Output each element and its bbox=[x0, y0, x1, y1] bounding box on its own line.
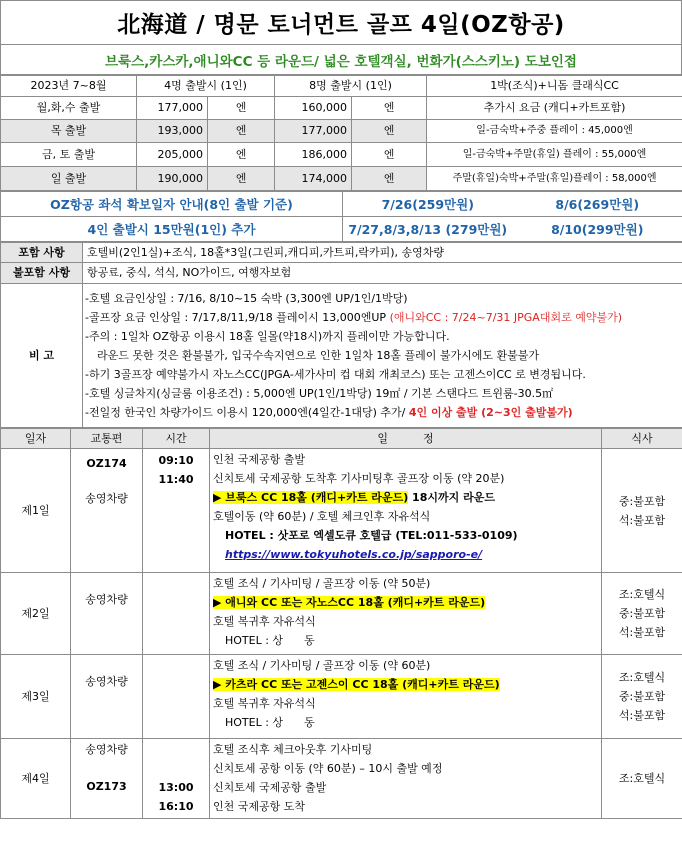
note-line: -호텔 싱글차지(싱글룸 이용조건) : 5,000엔 UP(1인/1박당) 19㎡ / 기본 스탠다드 트윈룸-30.5㎡ bbox=[85, 387, 554, 400]
price-8: 174,000 bbox=[275, 167, 352, 191]
itinerary-line: 인천 국제공항 출발 bbox=[213, 453, 306, 466]
flight-number: OZ173 bbox=[86, 780, 127, 794]
price-header-4: 4명 출발시 (1인) bbox=[137, 76, 275, 97]
exclude-label: 불포함 사항 bbox=[1, 263, 83, 284]
itinerary-line: 신치토세 국제공항 출발 bbox=[213, 781, 327, 794]
day-label: 제1일 bbox=[1, 449, 71, 573]
schedule-header-time: 시간 bbox=[143, 429, 210, 449]
price-unit: 엔 bbox=[208, 120, 275, 143]
price-header-8: 8명 출발시 (1인) bbox=[275, 76, 427, 97]
price-row-day: 금, 토 출발 bbox=[1, 143, 137, 167]
note-line: -호텔 요금인상일 : 7/16, 8/10~15 숙박 (3,300엔 UP/1인/1박당) bbox=[85, 292, 408, 305]
price-4: 190,000 bbox=[137, 167, 208, 191]
itinerary-line: 호텔 조식 / 기사미팅 / 골프장 이동 (약 50분) bbox=[213, 577, 431, 590]
page-title: 北海道 / 명문 토너먼트 골프 4일(OZ항공) bbox=[1, 1, 682, 45]
time-cell bbox=[143, 739, 210, 819]
itinerary-line: 호텔이동 (약 60분) / 호텔 체크인후 자유석식 bbox=[213, 510, 431, 523]
hotel-info: HOTEL : 삿포로 엑셀도큐 호텔급 (TEL:011-533-0109) bbox=[225, 529, 518, 542]
schedule-header-meal: 식사 bbox=[602, 429, 682, 449]
notes-body bbox=[83, 284, 682, 428]
price-4: 193,000 bbox=[137, 120, 208, 143]
vehicle: 송영차량 bbox=[85, 492, 128, 506]
price-info: 주말(휴일)숙박+주말(휴일)플레이 : 58,000엔 bbox=[427, 167, 682, 191]
day-label: 제2일 bbox=[1, 573, 71, 655]
meal-dinner: 석:불포함 bbox=[618, 513, 666, 527]
meal-cell bbox=[602, 573, 682, 655]
price-unit: 엔 bbox=[352, 167, 427, 191]
schedule-header-day: 일자 bbox=[1, 429, 71, 449]
note-line: -주의 : 1일차 OZ항공 이용시 18홀 일몰(약18시)까지 플레이만 가능합니다. bbox=[85, 330, 450, 343]
itinerary-cell bbox=[210, 573, 602, 655]
seat-date: 7/26(259만원) bbox=[343, 192, 513, 217]
itinerary-cell bbox=[210, 655, 602, 739]
golf-round: ▶ 카츠라 CC 또는 고젠스이 CC 18홀 (캐디+카트 라운드) bbox=[213, 678, 500, 691]
time-cell bbox=[143, 655, 210, 739]
price-header-period: 2023년 7~8월 bbox=[1, 76, 137, 97]
meal-breakfast: 조:호텔식 bbox=[618, 771, 666, 785]
meal-dinner: 석:불포함 bbox=[618, 626, 666, 639]
price-header-info: 1박(조식)+니돔 클래식CC bbox=[427, 76, 682, 97]
exclude-text: 항공료, 중식, 석식, NO가이드, 여행자보험 bbox=[83, 263, 682, 284]
meal-cell bbox=[602, 739, 682, 819]
note-warning: 4인 이상 출발 (2~3인 출발불가) bbox=[408, 406, 573, 419]
schedule-header-itinerary: 일 정 bbox=[210, 429, 602, 449]
price-row-day: 일 출발 bbox=[1, 167, 137, 191]
time-cell bbox=[143, 573, 210, 655]
departure-time: 09:10 bbox=[158, 454, 194, 467]
price-table bbox=[0, 75, 682, 191]
header-table bbox=[0, 0, 682, 75]
itinerary-line bbox=[213, 488, 598, 507]
page-subtitle: 브룩스,카스카,애니와CC 등 라운드/ 넓은 호텔객실, 번화가(스스키노) 도보인접 bbox=[1, 45, 682, 75]
day-label: 제4일 bbox=[1, 739, 71, 819]
price-info: 일-금숙박+주말(휴일) 플레이 : 55,000엔 bbox=[427, 143, 682, 167]
transport-cell bbox=[71, 449, 143, 573]
meal-dinner: 석:불포함 bbox=[618, 709, 666, 722]
vehicle: 송영차량 bbox=[71, 655, 143, 739]
price-row-day: 목 출발 bbox=[1, 120, 137, 143]
round-note: 18시까지 라운드 bbox=[408, 491, 495, 504]
seat-info-title: OZ항공 좌석 확보일자 안내(8인 출발 기준) bbox=[1, 192, 343, 217]
conditions-table bbox=[0, 242, 682, 428]
notes-label: 비 고 bbox=[1, 284, 83, 428]
include-text: 호텔비(2인1실)+조식, 18홀*3일(그린피,캐디피,카트피,락카피), 송영차량 bbox=[83, 243, 682, 263]
itinerary-cell bbox=[210, 449, 602, 573]
hotel-url-row bbox=[213, 545, 598, 564]
meal-cell bbox=[602, 655, 682, 739]
price-unit: 엔 bbox=[352, 97, 427, 120]
price-unit: 엔 bbox=[352, 143, 427, 167]
itinerary-line: 호텔 복귀후 자유석식 bbox=[213, 697, 316, 710]
price-unit: 엔 bbox=[352, 120, 427, 143]
price-info: 추가시 요금 (캐디+카트포함) bbox=[427, 97, 682, 120]
itinerary-line: 신치토세 공항 이동 (약 60분) – 10시 출발 예정 bbox=[213, 762, 443, 775]
note-warning: (애니와CC : 7/24~7/31 JPGA대회로 예약불가) bbox=[389, 311, 623, 324]
meal-lunch: 중:불포함 bbox=[618, 494, 666, 508]
golf-round: ▶ 브룩스 CC 18홀 (캐디+카트 라운드) bbox=[213, 491, 409, 504]
schedule-table bbox=[0, 428, 682, 819]
meal-lunch: 중:불포함 bbox=[618, 690, 666, 703]
price-4: 205,000 bbox=[137, 143, 208, 167]
arrival-time: 11:40 bbox=[158, 473, 194, 486]
include-label: 포함 사항 bbox=[1, 243, 83, 263]
golf-round: ▶ 애니와 CC 또는 자노스CC 18홀 (캐디+카트 라운드) bbox=[213, 596, 486, 609]
seat-date: 8/10(299만원) bbox=[513, 217, 682, 242]
itinerary-line bbox=[213, 675, 598, 694]
time-cell bbox=[143, 449, 210, 573]
departure-time: 13:00 bbox=[158, 781, 194, 794]
price-unit: 엔 bbox=[208, 143, 275, 167]
note-text: -골프장 요금 인상일 : 7/17,8/11,9/18 플레이시 13,000엔UP bbox=[85, 311, 390, 324]
itinerary-line: 인천 국제공항 도착 bbox=[213, 800, 306, 813]
price-4: 177,000 bbox=[137, 97, 208, 120]
note-line: 라운드 못한 것은 환불불가, 입국수속지연으로 인한 1일차 18홀 플레이 불가시에도 환불불가 bbox=[97, 349, 539, 362]
vehicle: 송영차량 bbox=[85, 743, 128, 756]
itinerary-line: 호텔 조식 / 기사미팅 / 골프장 이동 (약 60분) bbox=[213, 659, 431, 672]
note-line bbox=[85, 403, 680, 422]
schedule-header-transport: 교통편 bbox=[71, 429, 143, 449]
hotel-link[interactable]: https://www.tokyuhotels.co.jp/sapporo-e/ bbox=[225, 548, 483, 561]
meal-lunch: 중:불포함 bbox=[618, 607, 666, 620]
meal-breakfast: 조:호텔식 bbox=[618, 588, 666, 601]
hotel-info: HOTEL : 상 동 bbox=[225, 634, 315, 647]
itinerary-line: 호텔 복귀후 자유석식 bbox=[213, 615, 316, 628]
price-8: 160,000 bbox=[275, 97, 352, 120]
seat-date: 8/6(269만원) bbox=[513, 192, 682, 217]
itinerary-cell bbox=[210, 739, 602, 819]
meal-cell bbox=[602, 449, 682, 573]
price-unit: 엔 bbox=[208, 167, 275, 191]
hotel-info: HOTEL : 상 동 bbox=[225, 716, 315, 729]
seat-surcharge: 4인 출발시 15만원(1인) 추가 bbox=[1, 217, 343, 242]
transport-cell bbox=[71, 739, 143, 819]
vehicle: 송영차량 bbox=[71, 573, 143, 655]
seat-date: 7/27,8/3,8/13 (279만원) bbox=[343, 217, 513, 242]
price-unit: 엔 bbox=[208, 97, 275, 120]
price-8: 186,000 bbox=[275, 143, 352, 167]
price-info: 일-금숙박+주중 플레이 : 45,000엔 bbox=[427, 120, 682, 143]
seat-table bbox=[0, 191, 682, 242]
arrival-time: 16:10 bbox=[158, 800, 194, 813]
itinerary-line: 호텔 조식후 체크아웃후 기사미팅 bbox=[213, 743, 373, 756]
price-row-day: 월,화,수 출발 bbox=[1, 97, 137, 120]
itinerary-line bbox=[213, 593, 598, 612]
day-label: 제3일 bbox=[1, 655, 71, 739]
meal-breakfast: 조:호텔식 bbox=[618, 671, 666, 684]
note-line bbox=[85, 308, 680, 327]
price-8: 177,000 bbox=[275, 120, 352, 143]
note-line: -하기 3골프장 예약불가시 자노스CC(JPGA-세가사미 컵 대회 개최코스) 또는 고젠스이CC 로 변경됩니다. bbox=[85, 368, 586, 381]
flight-number: OZ174 bbox=[86, 457, 127, 470]
itinerary-line: 신치토세 국제공항 도착후 기사미팅후 골프장 이동 (약 20분) bbox=[213, 472, 505, 485]
note-text: -전일정 한국인 차량가이드 이용시 120,000엔(4일간-1대당) 추가/ bbox=[85, 406, 409, 419]
